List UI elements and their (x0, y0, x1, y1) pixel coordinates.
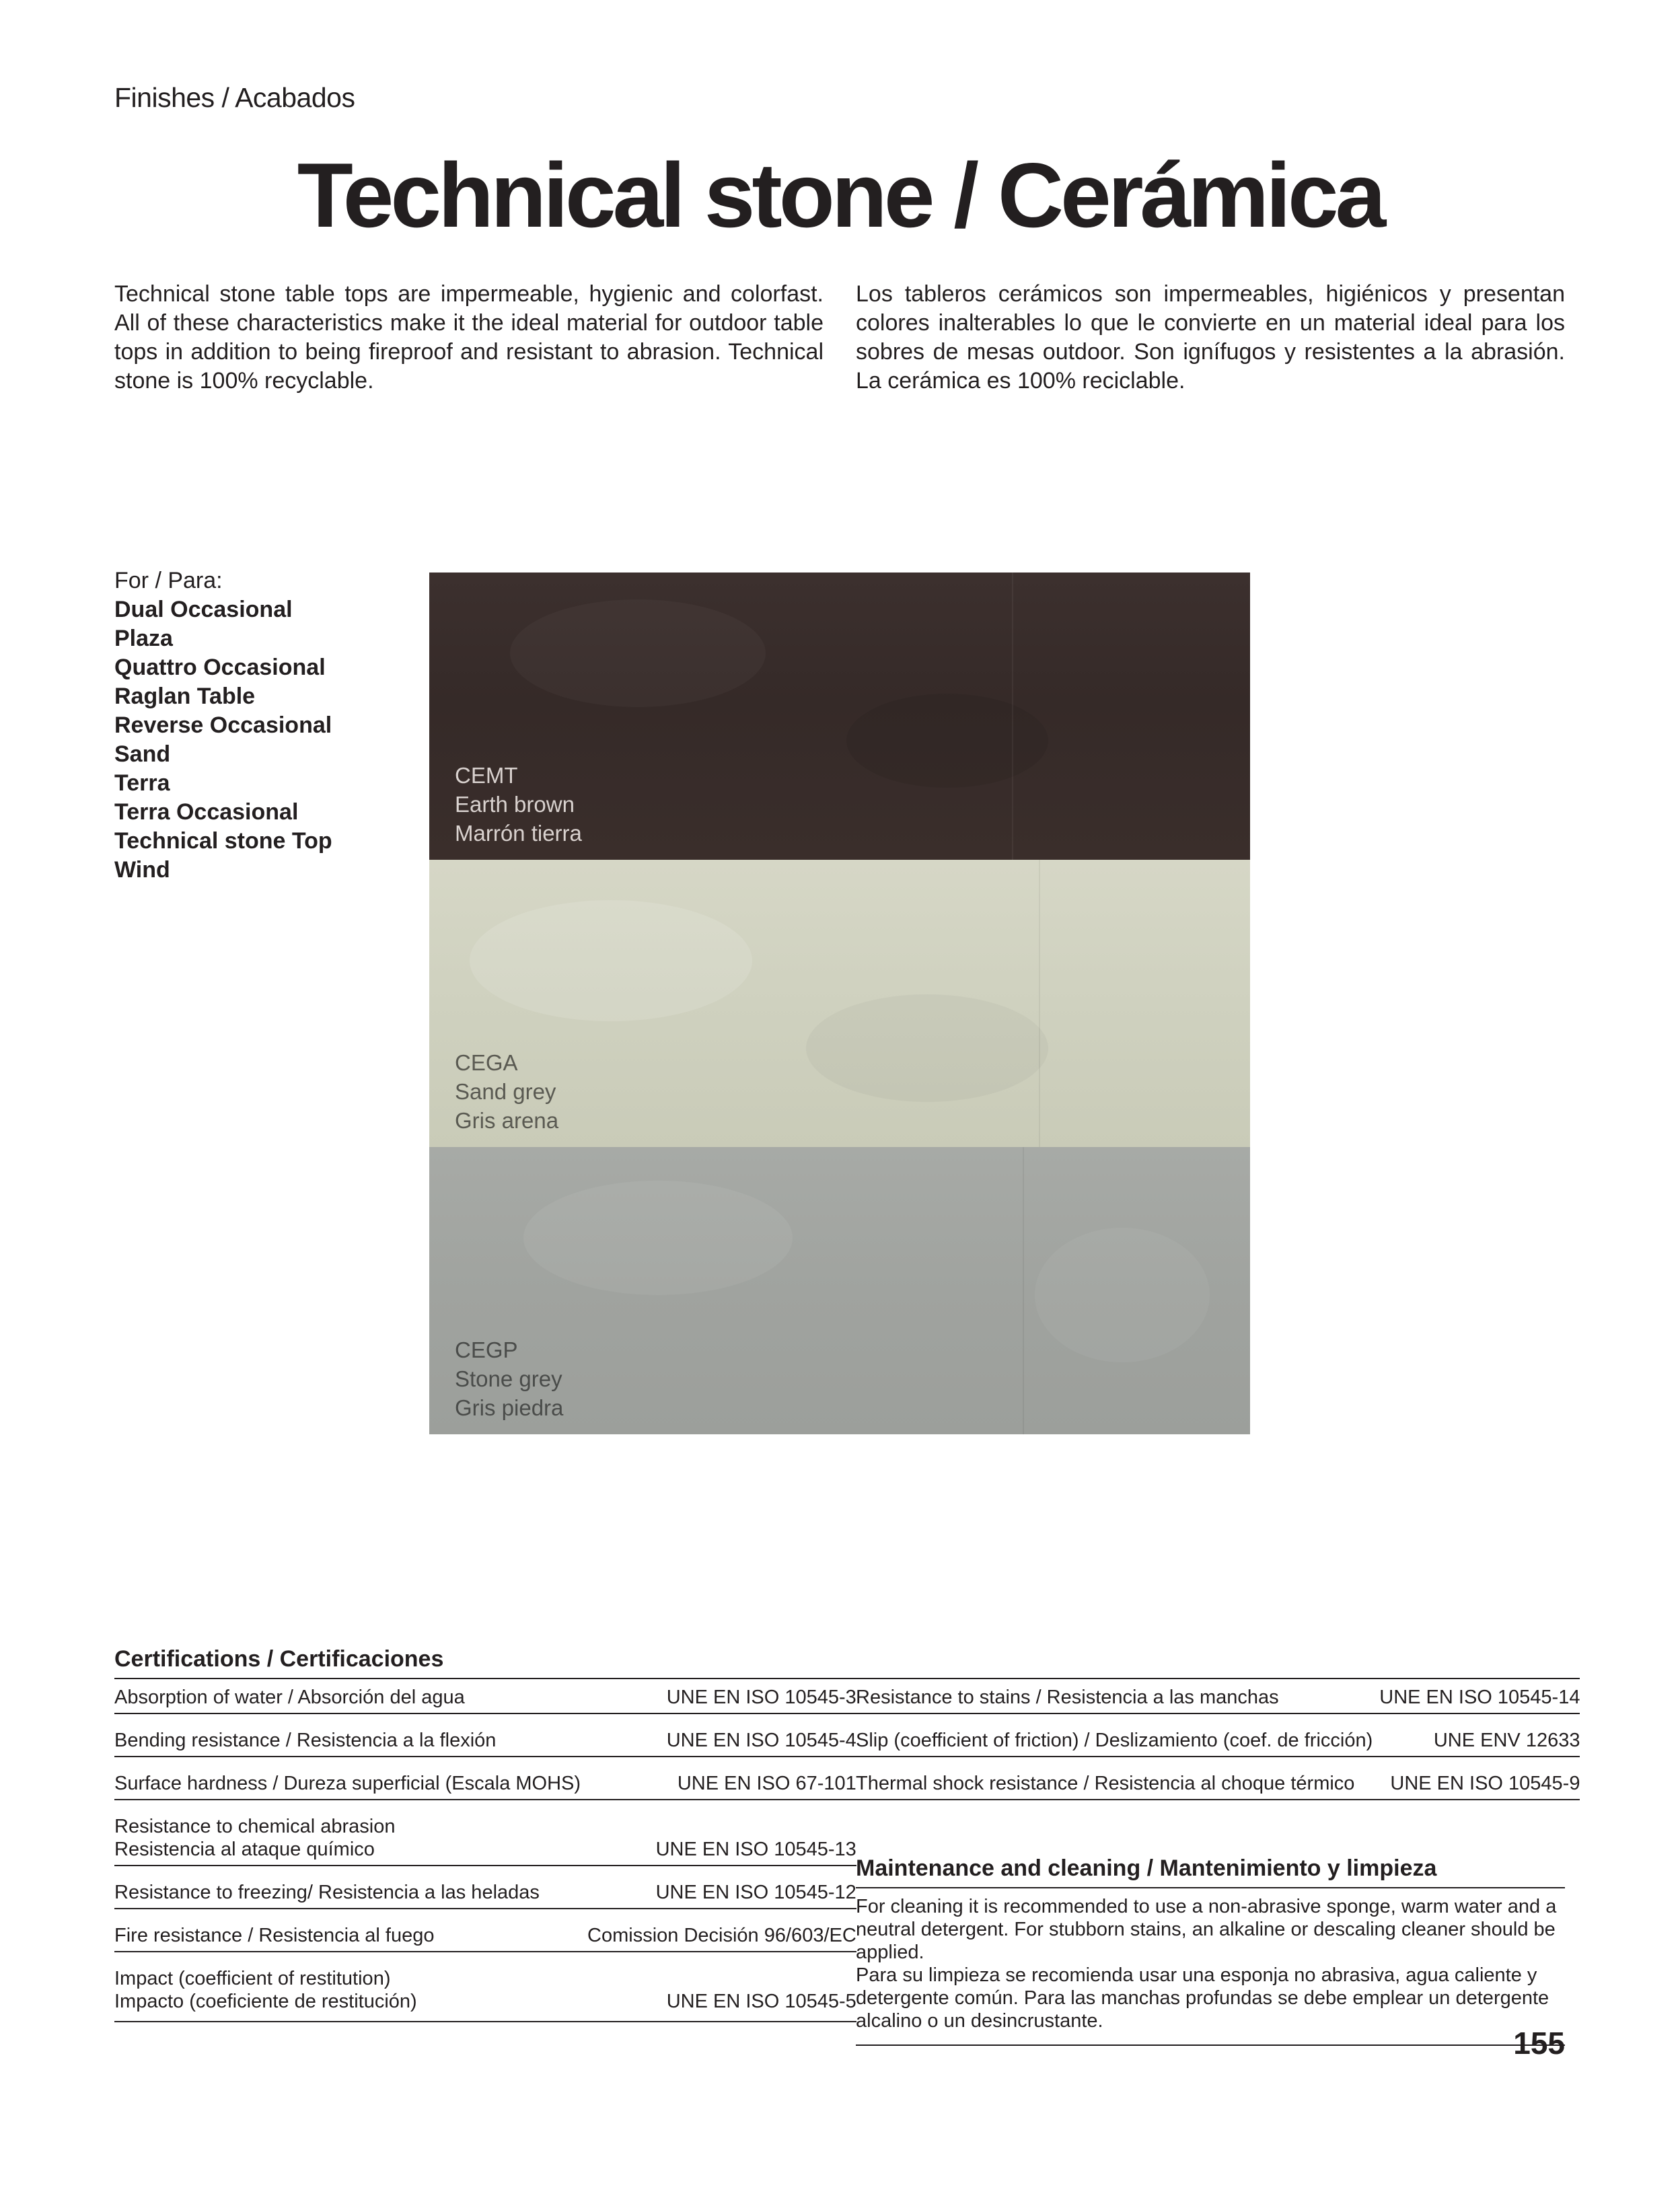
swatch-name-en: Sand grey (455, 1079, 556, 1104)
finish-swatches (429, 573, 1250, 1434)
table-row (114, 1713, 856, 1757)
product-item: Technical stone Top (114, 828, 332, 854)
table-row (114, 1909, 856, 1952)
maintenance-heading: Maintenance and cleaning / Mantenimiento y limpieza (856, 1855, 1437, 1881)
page-title: Technical stone / Cerámica (297, 144, 1383, 246)
applicable-products (114, 566, 332, 885)
tile-seam (1012, 573, 1013, 860)
texture (523, 1181, 793, 1295)
swatch-stone-grey (429, 1147, 1250, 1434)
page-number: 155 (1513, 2026, 1565, 2061)
cert-value: UNE EN ISO 10545-13 (655, 1839, 856, 1860)
cert-value: UNE EN ISO 10545-3 (666, 1687, 856, 1708)
cert-label: Fire resistance / Resistencia al fuego (114, 1925, 435, 1946)
tile-seam (1023, 1147, 1024, 1434)
cert-value: UNE EN ISO 10545-12 (655, 1882, 856, 1903)
cert-label-es: Resistencia al ataque químico (114, 1839, 375, 1860)
maintenance-text (856, 1887, 1565, 2046)
product-item: Dual Occasional (114, 597, 293, 622)
table-row (856, 1679, 1580, 1713)
table-row (856, 1757, 1580, 1800)
product-item: Raglan Table (114, 684, 256, 709)
table-row (114, 1757, 856, 1800)
swatch-earth-brown (429, 573, 1250, 860)
cert-label: Resistance to stains / Resistencia a las manchas (856, 1687, 1279, 1708)
cert-label-es: Impacto (coeficiente de restitución) (114, 1991, 417, 2012)
swatch-code: CEGP (455, 1337, 518, 1362)
product-item: Wind (114, 857, 170, 883)
cert-label: Resistance to chemical abrasion (114, 1816, 396, 1837)
maintenance-text-es: Para su limpieza se recomienda usar una esponja no abrasiva, agua caliente y detergente común. Para las manchas profundas se debe emplear un detergente alcalino o un desincrustante. (856, 1964, 1549, 2032)
cert-label: Slip (coefficient of friction) / Deslizamiento (coef. de fricción) (856, 1730, 1373, 1751)
swatch-name-en: Earth brown (455, 792, 575, 817)
cert-value: UNE EN ISO 10545-5 (666, 1991, 856, 2012)
cert-value: UNE EN ISO 67-101 (677, 1773, 856, 1794)
product-item: Quattro Occasional (114, 655, 326, 680)
swatch-code: CEMT (455, 763, 518, 788)
certifications-table-left (114, 1678, 856, 2022)
cert-label: Surface hardness / Dureza superficial (Escala MOHS) (114, 1773, 581, 1794)
swatch-code: CEGA (455, 1050, 518, 1075)
texture (806, 994, 1048, 1102)
swatch-name-en: Stone grey (455, 1366, 562, 1391)
cert-label: Thermal shock resistance / Resistencia al choque térmico (856, 1773, 1355, 1794)
product-item: Sand (114, 741, 171, 767)
cert-value: UNE ENV 12633 (1433, 1730, 1580, 1751)
product-item: Terra Occasional (114, 799, 299, 825)
texture (510, 599, 766, 707)
intro-text-es: Los tableros cerámicos son impermeables, higiénicos y presentan colores inalterables lo que le convierte en un material ideal para los sobres de mesas outdoor. Son ignífugos y resistentes a la abrasión. La cerámica es 100% reciclable. (856, 281, 1565, 394)
product-item: Plaza (114, 626, 173, 651)
certifications-table-right (856, 1678, 1580, 1800)
certifications-heading: Certifications / Certificaciones (114, 1646, 444, 1672)
texture (470, 900, 752, 1021)
table-row (114, 1679, 856, 1713)
cert-value: UNE EN ISO 10545-9 (1390, 1773, 1580, 1794)
breadcrumb: Finishes / Acabados (114, 82, 355, 113)
tile-seam (1039, 860, 1040, 1147)
table-row (114, 1800, 856, 1866)
texture (846, 694, 1048, 788)
cert-value: Comission Decisión 96/603/EC (587, 1925, 856, 1946)
swatch-label (455, 1335, 563, 1422)
applicable-products-lead: For / Para: (114, 568, 223, 593)
swatch-name-es: Marrón tierra (455, 821, 582, 846)
swatch-name-es: Gris arena (455, 1108, 559, 1133)
texture (1035, 1228, 1210, 1362)
cert-label: Impact (coefficient of restitution) (114, 1968, 391, 1989)
intro-text-en: Technical stone table tops are impermeable, hygienic and colorfast. All of these characteristics make it the ideal material for outdoor table tops in addition to being fireproof and resistant to abrasion. Technical stone is 100% recyclable. (114, 281, 824, 394)
cert-value: UNE EN ISO 10545-4 (666, 1730, 856, 1751)
swatch-name-es: Gris piedra (455, 1395, 564, 1420)
table-row (114, 1866, 856, 1909)
cert-label: Resistance to freezing/ Resistencia a las heladas (114, 1882, 540, 1903)
table-row (856, 1713, 1580, 1757)
product-item: Terra (114, 770, 170, 796)
swatch-sand-grey (429, 860, 1250, 1147)
maintenance-text-en: For cleaning it is recommended to use a non-abrasive sponge, warm water and a neutral detergent. For stubborn stains, an alkaline or descaling cleaner should be applied. (856, 1896, 1557, 1963)
swatch-label (455, 761, 582, 848)
cert-value: UNE EN ISO 10545-14 (1379, 1687, 1580, 1708)
cert-label: Absorption of water / Absorción del agua (114, 1687, 465, 1708)
table-row (114, 1952, 856, 2022)
cert-label: Bending resistance / Resistencia a la flexión (114, 1730, 497, 1751)
swatch-label (455, 1048, 558, 1135)
product-item: Reverse Occasional (114, 712, 332, 738)
